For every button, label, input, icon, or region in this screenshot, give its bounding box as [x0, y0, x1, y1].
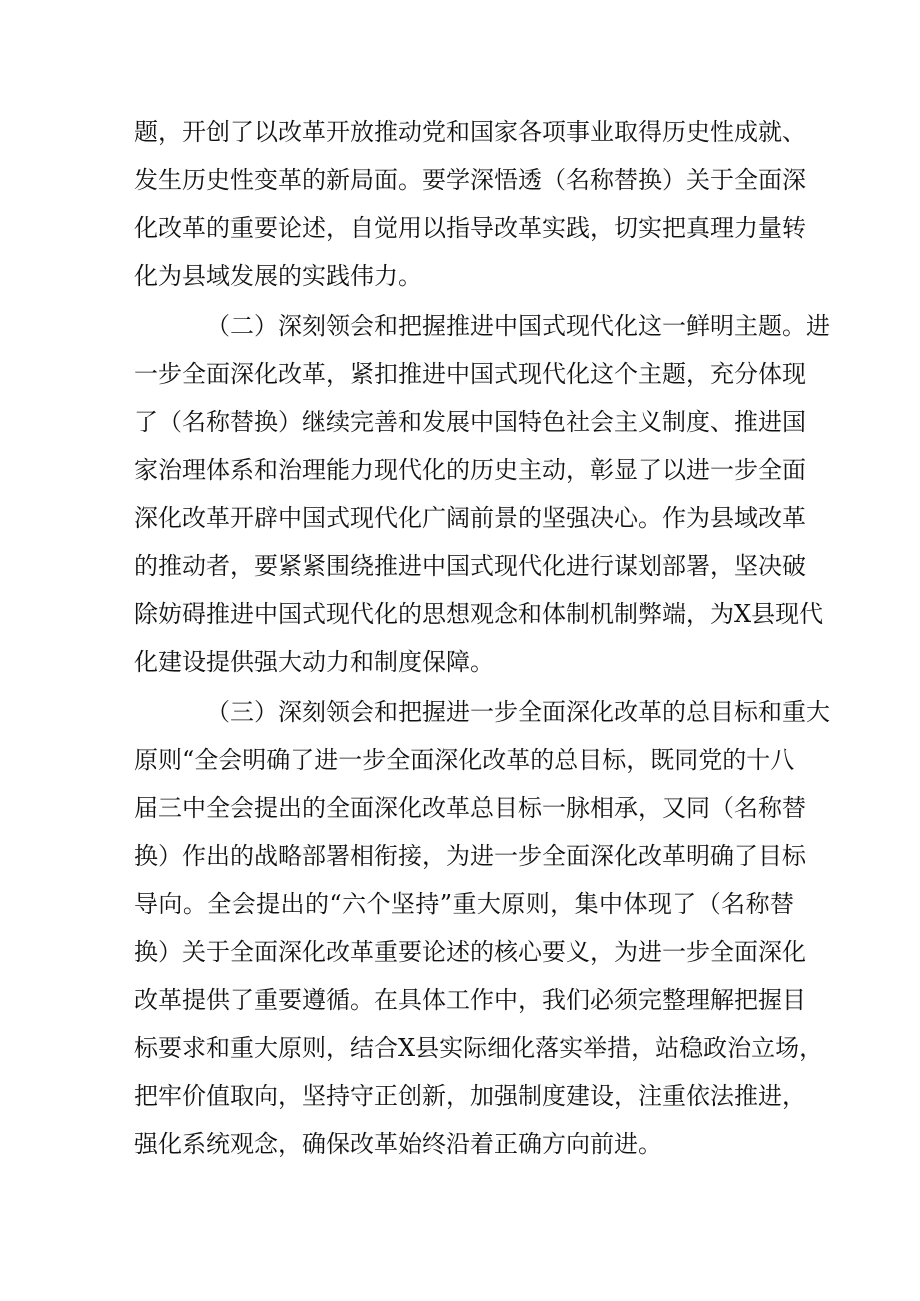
text-line: 家治理体系和治理能力现代化的历史主动，彰显了以进一步全面	[134, 456, 806, 484]
text-line: 的推动者，要紧紧围绕推进中国式现代化进行谋划部署，坚决破	[134, 552, 806, 580]
text-line: 标要求和重大原则，结合X县实际细化落实举措，站稳政治立场，	[134, 1034, 824, 1062]
text-line: 化为县域发展的实践伟力。	[134, 262, 422, 290]
text-line: 化改革的重要论述，自觉用以指导改革实践，切实把真理力量转	[134, 214, 806, 242]
text-line: 换）作出的战略部署相衔接，为进一步全面深化改革明确了目标	[134, 842, 806, 870]
text-line: 化建设提供强大动力和制度保障。	[134, 648, 494, 676]
text-line: 改革提供了重要遵循。在具体工作中，我们必须完整理解把握目	[134, 986, 806, 1014]
text-line: 届三中全会提出的全面深化改革总目标一脉相承，又同（名称替	[134, 794, 806, 822]
text-line: 发生历史性变革的新局面。要学深悟透（名称替换）关于全面深	[134, 166, 806, 194]
text-line: 题，开创了以改革开放推动党和国家各项事业取得历史性成就、	[134, 118, 806, 146]
text-line: 除妨碍推进中国式现代化的思想观念和体制机制弊端，为X县现代	[134, 600, 824, 628]
text-line: 导向。全会提出的“六个坚持”重大原则，集中体现了（名称替	[134, 890, 794, 918]
text-line: 了（名称替换）继续完善和发展中国特色社会主义制度、推进国	[134, 408, 806, 436]
text-line: 把牢价值取向，坚持守正创新，加强制度建设，注重依法推进，	[134, 1082, 806, 1110]
text-line: 换）关于全面深化改革重要论述的核心要义，为进一步全面深化	[134, 938, 806, 966]
text-line: 深化改革开辟中国式现代化广阔前景的坚强决心。作为县域改革	[134, 504, 806, 532]
text-line: 强化系统观念，确保改革始终沿着正确方向前进。	[134, 1130, 662, 1158]
text-line: 原则“全会明确了进一步全面深化改革的总目标，既同党的十八	[134, 746, 795, 774]
section-heading-line: （二）深刻领会和把握推进中国式现代化这一鲜明主题。进	[206, 312, 830, 340]
text-line: 一步全面深化改革，紧扣推进中国式现代化这个主题，充分体现	[134, 360, 806, 388]
section-heading-line: （三）深刻领会和把握进一步全面深化改革的总目标和重大	[206, 698, 830, 726]
